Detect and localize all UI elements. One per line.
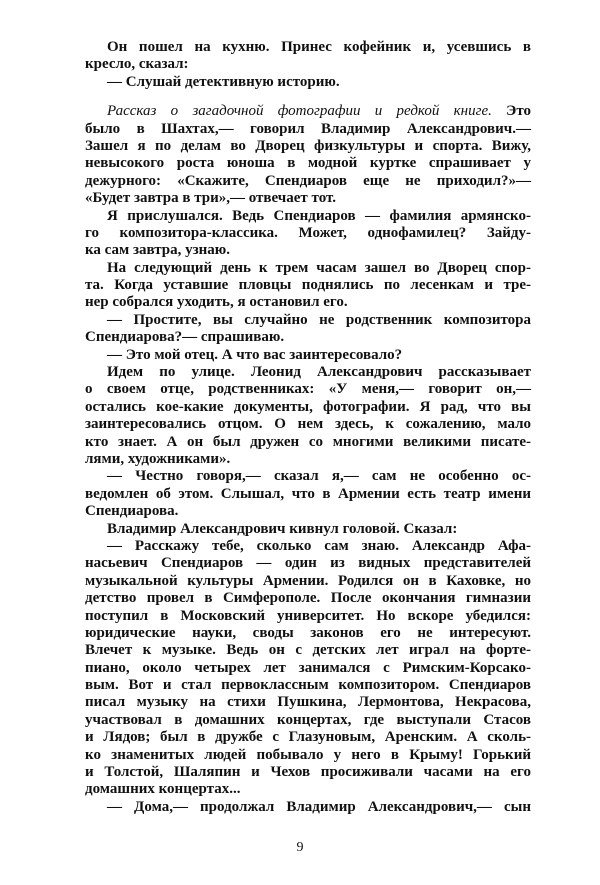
text-line <box>85 242 531 259</box>
line-text: ведомлен об этом. Слышал, что в Армении есть театр имени <box>85 485 531 502</box>
line-text: — Честно говоря,— сказал я,— сам не особенно ос- <box>107 468 531 485</box>
text-line <box>85 416 531 433</box>
line-text: кто знает. А он был дружен со многими великими писате- <box>85 433 531 450</box>
line-text: заинтересовались отцом. О нем здесь, к сожалению, мало <box>85 416 531 433</box>
line-text: вым. Вот и стал первоклассным композитором. Спендиаров <box>85 677 531 694</box>
text-line <box>85 677 531 694</box>
line-text: Владимир Александрович кивнул головой. Сказал: <box>107 520 458 537</box>
line-text: го композитора-классика. Может, однофамилец? Зайду- <box>85 224 531 241</box>
line-text: — Это мой отец. А что вас заинтересовало? <box>107 346 403 363</box>
text-line <box>85 138 531 155</box>
line-text: — Расскажу тебе, сколько сам знаю. Александр Афа- <box>107 537 531 554</box>
text-line <box>85 590 531 607</box>
line-text: Я прислушался. Ведь Спендиаров — фамилия армянско- <box>107 207 531 224</box>
line-text: Идем по улице. Леонид Александрович рассказывает <box>107 364 531 381</box>
text-line <box>85 608 531 625</box>
text-line <box>85 155 531 172</box>
text-line <box>85 329 531 346</box>
line-text: На следующий день к трем часам зашел во Дворец спор- <box>107 259 531 276</box>
text-line <box>85 694 531 711</box>
line-text: Спендиарова. <box>85 503 179 520</box>
line-text: дежурного: «Скажите, Спендиаров еще не приходил?»— <box>85 172 531 189</box>
line-text: домашних концертах... <box>85 781 241 798</box>
line-text: Спендиарова?— спрашиваю. <box>85 329 285 346</box>
text-line <box>85 103 531 120</box>
text-line <box>85 347 531 364</box>
italic-heading: Рассказ о загадочной фотографии и редкой книге. <box>107 103 492 120</box>
text-line <box>85 190 531 207</box>
text-line <box>85 642 531 659</box>
text-line <box>85 399 531 416</box>
text-line <box>85 208 531 225</box>
line-text: остались кое-какие документы, фотографии. Я рад, что вы <box>85 398 531 415</box>
text-line <box>85 747 531 764</box>
text-line <box>85 451 531 468</box>
line-text: музыкальной культуры Армении. Родился он в Каховке, но <box>85 572 531 589</box>
text-line <box>85 277 531 294</box>
text-line <box>85 538 531 555</box>
line-text: невысокого роста юноша в модной куртке спрашивает у <box>85 155 531 172</box>
text-line <box>85 39 531 56</box>
line-text: пиано, около четырех лет занимался с Римским-Корсако- <box>85 659 531 676</box>
book-page-text <box>85 39 531 816</box>
line-text: насьевич Спендиаров — один из видных представителей <box>85 555 531 572</box>
line-text: юридические науки, своды законов его не интересуют. <box>85 624 531 641</box>
text-line <box>85 799 531 816</box>
line-text: нер собрался уходить, я остановил его. <box>85 294 348 311</box>
text-line <box>85 173 531 190</box>
line-text: лями, художниками». <box>85 450 231 467</box>
line-text: Зашел я по делам во Дворец физкультуры и спорта. Вижу, <box>85 137 531 154</box>
line-text: — Простите, вы случайно не родственник композитора <box>107 311 531 328</box>
line-text: участвовал в домашних концертах, где выступали Стасов <box>85 711 531 728</box>
text-line <box>85 729 531 746</box>
text-line <box>85 486 531 503</box>
line-text: — Дома,— продолжал Владимир Александрович,— сын <box>107 798 531 815</box>
text-line <box>85 434 531 451</box>
line-text: о своем отце, родственниках: «У меня,— говорит он,— <box>85 381 531 398</box>
text-line <box>85 781 531 798</box>
line-text: и Толстой, Шаляпин и Чехов просиживали часами на его <box>85 764 531 781</box>
text-line <box>85 468 531 485</box>
line-text: ко знаменитых людей побывало у него в Крыму! Горький <box>85 746 531 763</box>
text-line <box>85 56 531 73</box>
text-line <box>85 121 531 138</box>
text-line <box>85 225 531 242</box>
line-text: ка сам завтра, узнаю. <box>85 242 231 259</box>
text-line <box>85 764 531 781</box>
line-text: «Будет завтра в три»,— отвечает тот. <box>85 190 337 207</box>
line-text: было в Шахтах,— говорил Владимир Александрович.— <box>85 120 531 137</box>
text-line <box>85 625 531 642</box>
text-line <box>85 74 531 91</box>
text-line <box>85 294 531 311</box>
text-line <box>85 503 531 520</box>
text-line <box>85 573 531 590</box>
line-text: писал музыку на стихи Пушкина, Лермонтова, Некрасова, <box>85 694 531 711</box>
text-line <box>85 381 531 398</box>
line-text: кресло, сказал: <box>85 56 189 73</box>
line-text: Он пошел на кухню. Принес кофейник и, усевшись в <box>107 39 531 55</box>
line-text: поступил в Московский университет. Но вскоре убедился: <box>85 607 531 624</box>
line-text: Это <box>491 103 531 120</box>
line-text: и Лядов; был в дружбе с Глазуновым, Аренским. А сколь- <box>85 729 531 746</box>
text-line <box>85 660 531 677</box>
line-text: детство провел в Симферополе. После окончания гимназии <box>85 590 531 607</box>
text-line <box>85 521 531 538</box>
line-text: Влечет к музыке. Ведь он с детских лет играл на форте- <box>85 642 531 659</box>
text-line <box>85 712 531 729</box>
page-number: 9 <box>296 840 304 855</box>
text-line <box>85 260 531 277</box>
text-line <box>85 364 531 381</box>
text-line <box>85 555 531 572</box>
line-text: — Слушай детективную историю. <box>107 73 340 90</box>
text-line <box>85 312 531 329</box>
line-text: та. Когда уставшие пловцы поднялись по лесенкам и тре- <box>85 277 531 294</box>
